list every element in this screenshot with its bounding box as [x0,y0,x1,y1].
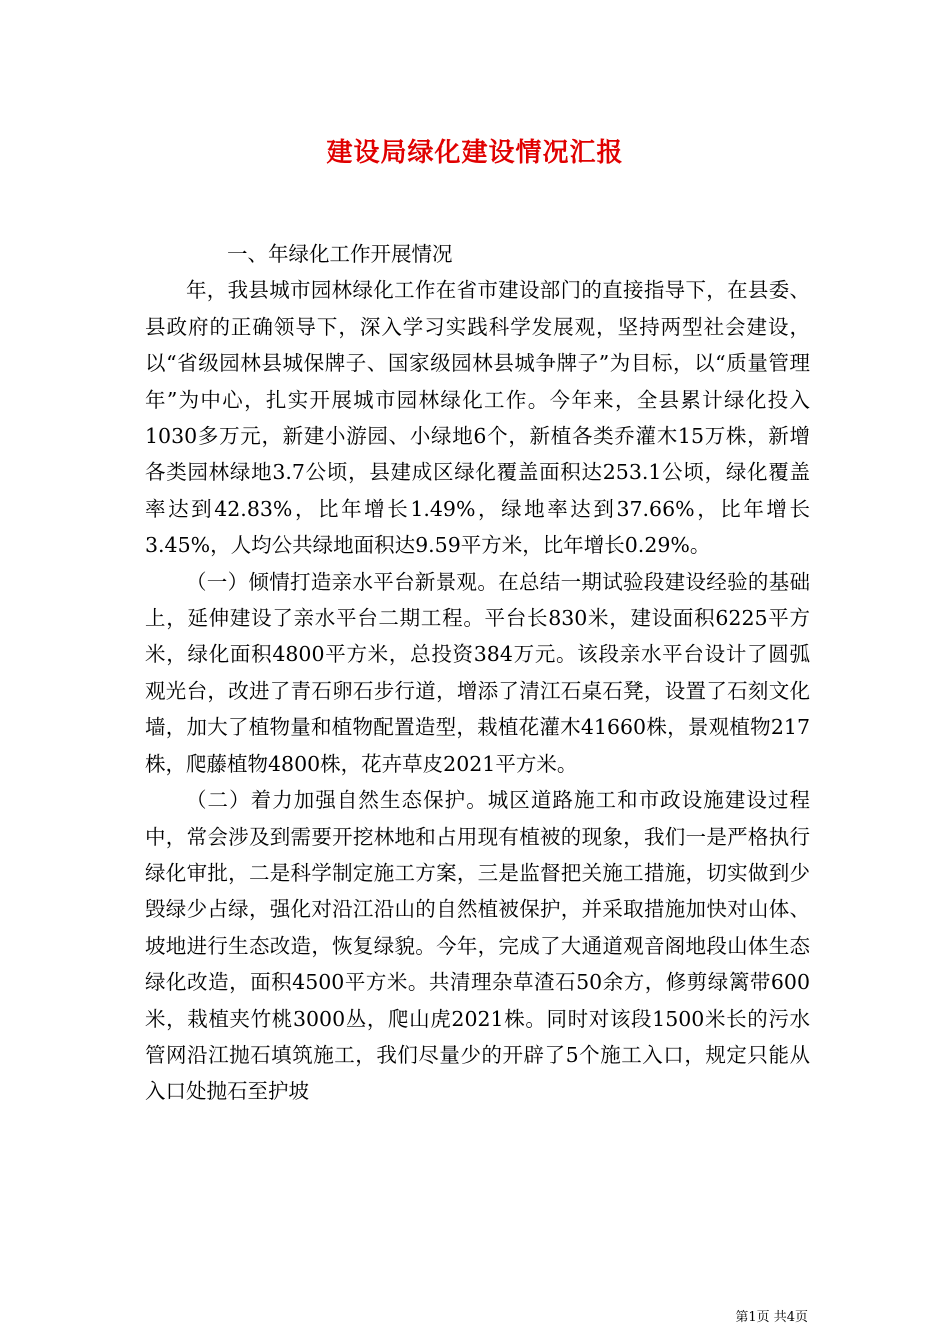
section-heading: 一、年绿化工作开展情况 [227,242,453,266]
paragraph-waterfront-platform: （一）倾情打造亲水平台新景观。在总结一期试验段建设经验的基础上，延伸建设了亲水平台二期工程。平台长830米，建设面积6225平方米，绿化面积4800平方米，总投资384万元。该段亲水平台设计了圆弧观光台，改进了青石卵石步行道，增添了清江石桌石凳，设置了石刻文化墙，加大了植物量和植物配置造型，栽植花灌木41660株，景观植物217株，爬藤植物4800株，花卉草皮2021平方米。 [145,569,810,776]
paragraph-ecological-protection: （二）着力加强自然生态保护。城区道路施工和市政设施建设过程中，常会涉及到需要开挖林地和占用现有植被的现象，我们一是严格执行绿化审批，二是科学制定施工方案，三是监督把关施工措施，切实做到少毁绿少占绿，强化对沿江沿山的自然植被保护，并采取措施加快对山体、坡地进行生态改造，恢复绿貌。今年，完成了大通道观音阁地段山体生态绿化改造，面积4500平方米。共清理杂草渣石50余方，修剪绿篱带600米，栽植夹竹桃3000丛，爬山虎2021株。同时对该段1500米长的污水管网沿江抛石填筑施工，我们尽量少的开辟了5个施工入口，规定只能从入口处抛石至护坡 [145,788,810,1104]
document-title: 建设局绿化建设情况汇报 [326,138,624,168]
page-footer: 第1页 共4页 [735,1310,808,1325]
document-body [145,236,810,1110]
paragraph-overview: 年，我县城市园林绿化工作在省市建设部门的直接指导下，在县委、县政府的正确领导下，深入学习实践科学发展观，坚持两型社会建设，以“省级园林县城保牌子、国家级园林县城争牌子”为目标，以“质量管理年”为中心，扎实开展城市园林绿化工作。今年来，全县累计绿化投入1030多万元，新建小游园、小绿地6个，新植各类乔灌木15万株，新增各类园林绿地3.7公顷，县建成区绿化覆盖面积达253.1公顷，绿化覆盖率达到42.83%，比年增长1.49%，绿地率达到37.66%，比年增长3.45%，人均公共绿地面积达9.59平方米，比年增长0.29%。 [145,278,810,558]
